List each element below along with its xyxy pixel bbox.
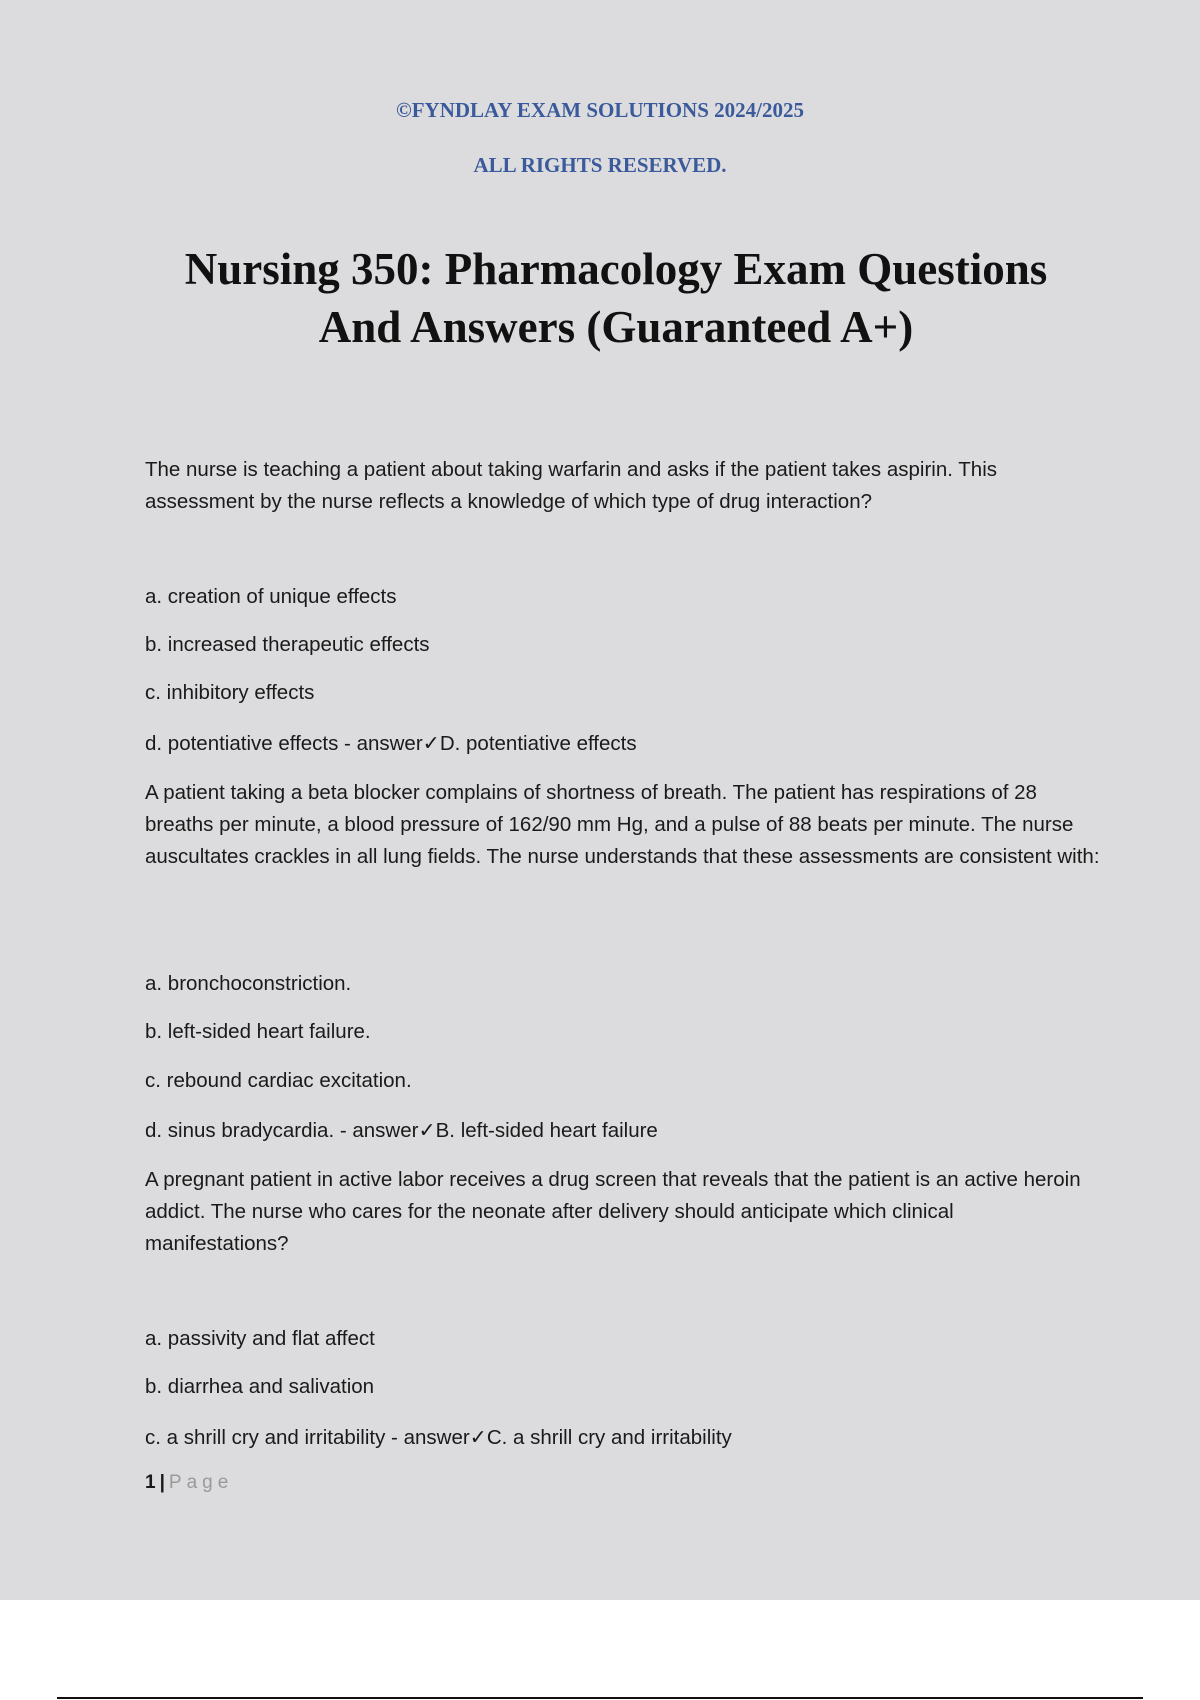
next-page-top-rule	[57, 1697, 1143, 1699]
question-3-option-b: b. diarrhea and salivation	[145, 1375, 375, 1398]
page-footer	[145, 1472, 233, 1494]
question-2-option-d-answer: d. sinus bradycardia. - answer✓B. left-sided heart failure	[145, 1119, 658, 1142]
question-1-option-d-answer: d. potentiative effects - answer✓D. potentiative effects	[145, 732, 637, 755]
question-3-text: A pregnant patient in active labor receives a drug screen that reveals that the patient is an active heroin addict. The nurse who cares for the neonate after delivery should anticipate which clinical manifestations?	[145, 1168, 1081, 1255]
footer-separator: |	[159, 1472, 165, 1493]
page-number: 1	[145, 1472, 156, 1493]
question-1-option-b: b. increased therapeutic effects	[145, 633, 430, 656]
question-3-option-a: a. passivity and flat affect	[145, 1327, 375, 1350]
question-1-option-a: a. creation of unique effects	[145, 585, 397, 608]
question-1-text: The nurse is teaching a patient about taking warfarin and asks if the patient takes aspirin. This assessment by the nurse reflects a knowledge of which type of drug interaction?	[145, 458, 998, 513]
question-2-text: A patient taking a beta blocker complains of shortness of breath. The patient has respirations of 28 breaths per minute, a blood pressure of 162/90 mm Hg, and a pulse of 88 beats per minute. The nurse auscultates crackles in all lung fields. The nurse understands that these assessments are consistent with:	[145, 781, 1100, 868]
question-2-option-a: a. bronchoconstriction.	[145, 972, 352, 995]
question-3-option-c-answer: c. a shrill cry and irritability - answer✓C. a shrill cry and irritability	[145, 1426, 732, 1449]
title-line-2: And Answers (Guaranteed A+)	[318, 302, 914, 352]
rights-header: ALL RIGHTS RESERVED.	[473, 153, 727, 177]
question-2-option-b: b. left-sided heart failure.	[145, 1020, 371, 1043]
question-2-option-c: c. rebound cardiac excitation.	[145, 1069, 412, 1092]
page-label: Page	[168, 1472, 234, 1493]
question-1-option-c: c. inhibitory effects	[145, 681, 315, 704]
copyright-header: ©FYNDLAY EXAM SOLUTIONS 2024/2025	[396, 98, 804, 122]
document-title	[100, 240, 1132, 356]
title-line-1: Nursing 350: Pharmacology Exam Questions	[184, 244, 1048, 294]
